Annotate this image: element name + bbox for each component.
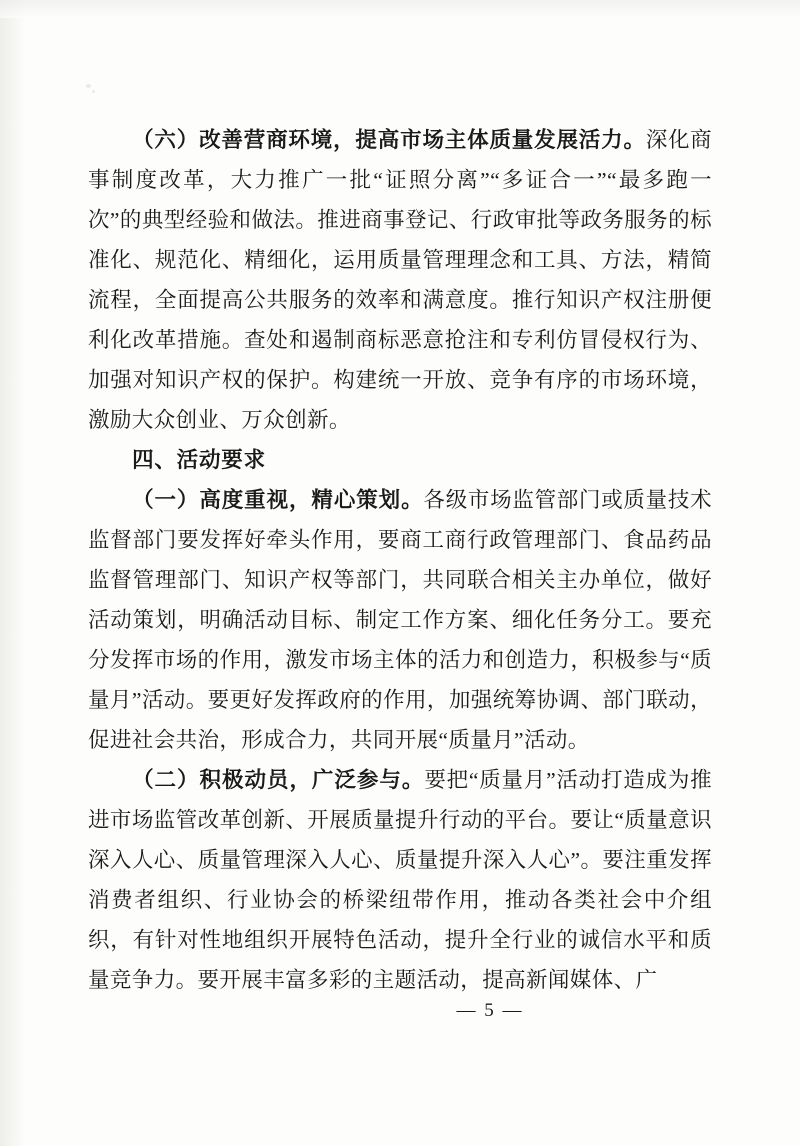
page-edge-shadow-left (0, 0, 26, 1146)
paper-speck (86, 84, 91, 88)
paragraph-two-body: 要把“质量月”活动打造成为推进市场监管改革创新、开展质量提升行动的平台。要让“质量意识深入人心、质量管理深入人心、质量提升深入人心”。要注重发挥消费者组织、行业协会的桥梁纽带作用，推动各类社会中介组织，有针对性地组织开展特色活动，提升全行业的诚信水平和质量竞争力。要开展丰富多彩的主题活动，提高新闻媒体、广 (88, 768, 712, 992)
paragraph-one-lead: （一）高度重视，精心策划。 (132, 488, 424, 512)
page-number (0, 1000, 800, 1022)
page-body (88, 120, 712, 1000)
paragraph-two-lead: （二）积极动员，广泛参与。 (132, 768, 425, 792)
paper-speck (92, 90, 95, 93)
page-edge-shadow-top (0, 0, 800, 18)
paragraph-six-body: 深化商事制度改革，大力推广一批“证照分离”“多证合一”“最多跑一次”的典型经验和做法。推进商事登记、行政审批等政务服务的标准化、规范化、精细化，运用质量管理理念和工具、方法，精简流程，全面提高公共服务的效率和满意度。推行知识产权注册便利化改革措施。查处和遏制商标恶意抢注和专利仿冒侵权行为、加强对知识产权的保护。构建统一开放、竞争有序的市场环境，激励大众创业、万众创新。 (88, 128, 713, 432)
page-number-label: — 5 — (456, 1000, 524, 1021)
paragraph-one-body: 各级市场监管部门或质量技术监督部门要发挥好牵头作用，要商工商行政管理部门、食品药品监督管理部门、知识产权等部门，共同联合相关主办单位，做好活动策划，明确活动目标、制定工作方案、细化任务分工。要充分发挥市场的作用，激发市场主体的活力和创造力，积极参与“质量月”活动。要更好发挥政府的作用，加强统筹协调、部门联动，促进社会共治，形成合力，共同开展“质量月”活动。 (88, 488, 712, 752)
section-heading: 四、活动要求 (132, 448, 266, 472)
paragraph-six-lead: （六）改善营商环境，提高市场主体质量发展活力。 (132, 128, 646, 152)
paragraph-six (88, 120, 712, 440)
paragraph-two (88, 760, 712, 1000)
paragraph-one (88, 480, 712, 760)
